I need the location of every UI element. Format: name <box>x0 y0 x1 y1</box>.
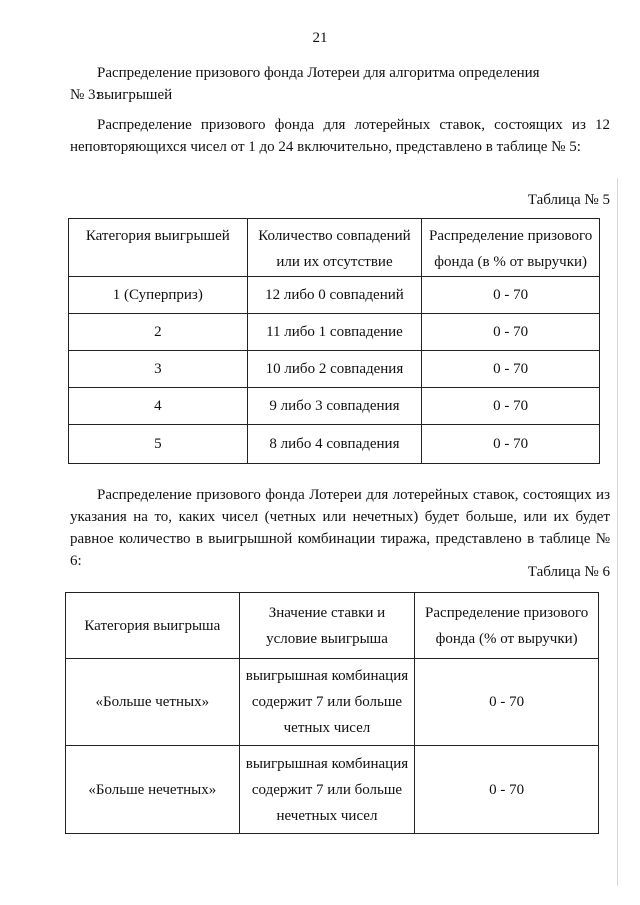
table6-cell-condition: выигрышная комбинация содержит 7 или больше четных чисел <box>239 659 415 746</box>
table5-cell-matches: 10 либо 2 совпадения <box>247 351 422 388</box>
table5-cell-distribution: 0 - 70 <box>422 425 600 464</box>
table6-cell-category: «Больше нечетных» <box>66 746 240 834</box>
table5-header-distribution: Распределение призового фонда (в % от выручки) <box>422 219 600 277</box>
table-6 <box>65 592 599 834</box>
section-heading-line2: № 3: <box>70 87 100 103</box>
table6-header-row <box>66 593 599 659</box>
paragraph-table6-text: Распределение призового фонда Лотереи для лотерейных ставок, состоящих из указания на то, каких чисел (четных или нечетных) будет больше, или их будет равное количество в выигрышной комбинации тиража, представлено в таблице № 6: <box>70 487 610 569</box>
table-row <box>69 388 600 425</box>
table6-header-distribution: Распределение призового фонда (% от выручки) <box>415 593 599 659</box>
table5-cell-category: 1 (Суперприз) <box>69 277 248 314</box>
table6-header-condition: Значение ставки и условие выигрыша <box>239 593 415 659</box>
table5-cell-matches: 11 либо 1 совпадение <box>247 314 422 351</box>
table5-cell-distribution: 0 - 70 <box>422 314 600 351</box>
table-row <box>69 425 600 464</box>
table5-header-row <box>69 219 600 277</box>
table5-cell-category: 5 <box>69 425 248 464</box>
table5-cell-distribution: 0 - 70 <box>422 351 600 388</box>
table6-cell-condition: выигрышная комбинация содержит 7 или больше нечетных чисел <box>239 746 415 834</box>
table5-cell-matches: 9 либо 3 совпадения <box>247 388 422 425</box>
table5-cell-matches: 12 либо 0 совпадений <box>247 277 422 314</box>
table5-cell-category: 2 <box>69 314 248 351</box>
table5-cell-distribution: 0 - 70 <box>422 388 600 425</box>
table6-header-category: Категория выигрыша <box>66 593 240 659</box>
paragraph-table5-intro <box>70 114 610 158</box>
table-row <box>66 659 599 746</box>
table-row <box>66 746 599 834</box>
scan-edge-line <box>617 178 618 886</box>
table-row <box>69 351 600 388</box>
table6-cell-category: «Больше четных» <box>66 659 240 746</box>
page-number: 21 <box>312 30 328 46</box>
table-row <box>69 314 600 351</box>
table6-caption: Таблица № 6 <box>527 564 610 580</box>
table5-cell-distribution: 0 - 70 <box>422 277 600 314</box>
table-5 <box>68 218 600 464</box>
paragraph-table6-intro <box>70 484 610 572</box>
table5-cell-category: 4 <box>69 388 248 425</box>
table5-header-category: Категория выигрышей <box>69 219 248 277</box>
table5-header-matches: Количество совпадений или их отсутствие <box>247 219 422 277</box>
paragraph-table5-text: Распределение призового фонда для лотерейных ставок, состоящих из 12 неповторяющихся чисел от 1 до 24 включительно, представлено в таблице № 5: <box>70 117 610 155</box>
table6-cell-distribution: 0 - 70 <box>415 659 599 746</box>
table5-cell-matches: 8 либо 4 совпадения <box>247 425 422 464</box>
section-heading-line1: Распределение призового фонда Лотереи для алгоритма определения выигрышей <box>97 65 540 103</box>
table5-cell-category: 3 <box>69 351 248 388</box>
table5-caption: Таблица № 5 <box>527 192 610 208</box>
table-row <box>69 277 600 314</box>
table6-cell-distribution: 0 - 70 <box>415 746 599 834</box>
